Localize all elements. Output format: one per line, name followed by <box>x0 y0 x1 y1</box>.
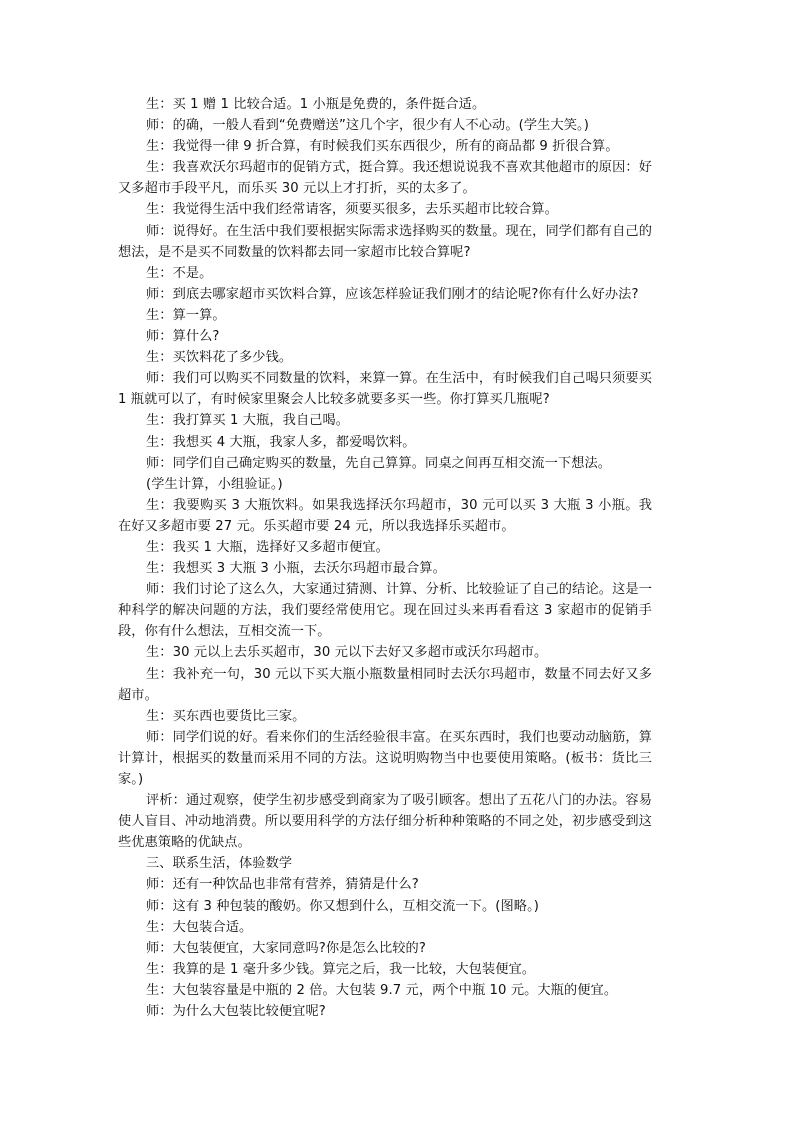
paragraph: 师：大包装便宜，大家同意吗?你是怎么比较的? <box>146 940 426 956</box>
paragraph: 生：我算的是 1 毫升多少钱。算完之后，我一比较，大包装便宜。 <box>146 961 536 977</box>
paragraph: 师：到底去哪家超市买饮料合算，应该怎样验证我们刚才的结论呢?你有什么好办法? <box>146 286 639 302</box>
paragraph: 师：我们可以购买不同数量的饮料，来算一算。在生活中，有时候我们自己喝只须要买 1 瓶就可以了，有时候家里聚会人比较多就要多买一些。你打算买几瓶呢? <box>118 371 652 408</box>
paragraph: 生：大包装容量是中瓶的 2 倍。大包装 9.7 元，两个中瓶 10 元。大瓶的便宜。 <box>146 982 618 998</box>
paragraph: 生：我觉得生活中我们经常请客，须要买很多，去乐买超市比较合算。 <box>146 202 558 218</box>
paragraph: 生：我打算买 1 大瓶，我自己喝。 <box>146 413 350 429</box>
paragraph: 生：买 1 赠 1 比较合适。1 小瓶是免费的，条件挺合适。 <box>146 97 486 112</box>
section-heading: 三、联系生活，体验数学 <box>146 856 293 872</box>
commentary-paragraph: 评析：通过观察，使学生初步感受到商家为了吸引顾客。想出了五花八门的办法。容易使人盲目、冲动地消费。所以要用科学的方法仔细分析种种策略的不同之处，初步感受到这些优惠策略的优缺点。 <box>118 793 652 851</box>
paragraph: 师：同学们说的好。看来你们的生活经验很丰富。在买东西时，我们也要动动脑筋，算计算计，根据买的数量而采用不同的方法。这说明购物当中也要使用策略。(板书：货比三家。) <box>118 729 652 787</box>
document-body <box>118 94 652 1022</box>
paragraph: 师：这有 3 种包装的酸奶。你又想到什么，互相交流一下。(图略。) <box>146 898 540 914</box>
paragraph: 师：还有一种饮品也非常有营养，猜猜是什么? <box>146 877 419 893</box>
paragraph: (学生计算，小组验证。) <box>146 476 283 492</box>
paragraph: 师：说得好。在生活中我们要根据实际需求选择购买的数量。现在，同学们都有自己的想法，是不是买不同数量的饮料都去同一家超市比较合算呢? <box>118 223 652 260</box>
paragraph: 生：我要购买 3 大瓶饮料。如果我选择沃尔玛超市，30 元可以买 3 大瓶 3 小瓶。我在好又多超市要 27 元。乐买超市要 24 元，所以我选择乐买超市。 <box>118 497 652 534</box>
paragraph: 生：算一算。 <box>146 307 226 323</box>
paragraph: 生：大包装合适。 <box>146 919 253 935</box>
paragraph: 生：买东西也要货比三家。 <box>146 708 306 724</box>
paragraph: 生：不是。 <box>146 265 213 281</box>
paragraph: 生：30 元以上去乐买超市，30 元以下去好又多超市或沃尔玛超市。 <box>146 645 548 661</box>
paragraph: 生：我想买 3 大瓶 3 小瓶，去沃尔玛超市最合算。 <box>146 561 446 577</box>
paragraph: 生：我想买 4 大瓶，我家人多，都爱喝饮料。 <box>146 434 416 450</box>
paragraph: 师：我们讨论了这么久，大家通过猜测、计算、分析、比较验证了自己的结论。这是一种科学的解决问题的方法，我们要经常使用它。现在回过头来再看看这 3 家超市的促销手段，你有什么想法，互相交流一下。 <box>118 582 652 640</box>
paragraph: 生：我补充一句，30 元以下买大瓶小瓶数量相同时去沃尔玛超市，数量不同去好又多超市。 <box>118 666 652 703</box>
paragraph: 师：为什么大包装比较便宜呢? <box>146 1004 326 1020</box>
paragraph: 师：的确，一般人看到“免费赠送”这几个字，很少有人不心动。(学生大笑。) <box>146 118 589 134</box>
paragraph: 生：我喜欢沃尔玛超市的促销方式，挺合算。我还想说说我不喜欢其他超市的原因：好又多超市手段平凡，而乐买 30 元以上才打折，买的太多了。 <box>118 160 652 197</box>
paragraph: 师：同学们自己确定购买的数量，先自己算算。同桌之间再互相交流一下想法。 <box>146 455 612 471</box>
paragraph: 师：算什么? <box>146 329 220 345</box>
paragraph: 生：买饮料花了多少钱。 <box>146 350 293 366</box>
paragraph: 生：我觉得一律 9 折合算，有时候我们买东西很少，所有的商品都 9 折很合算。 <box>146 139 619 155</box>
paragraph: 生：我买 1 大瓶，选择好又多超市便宜。 <box>146 539 389 555</box>
